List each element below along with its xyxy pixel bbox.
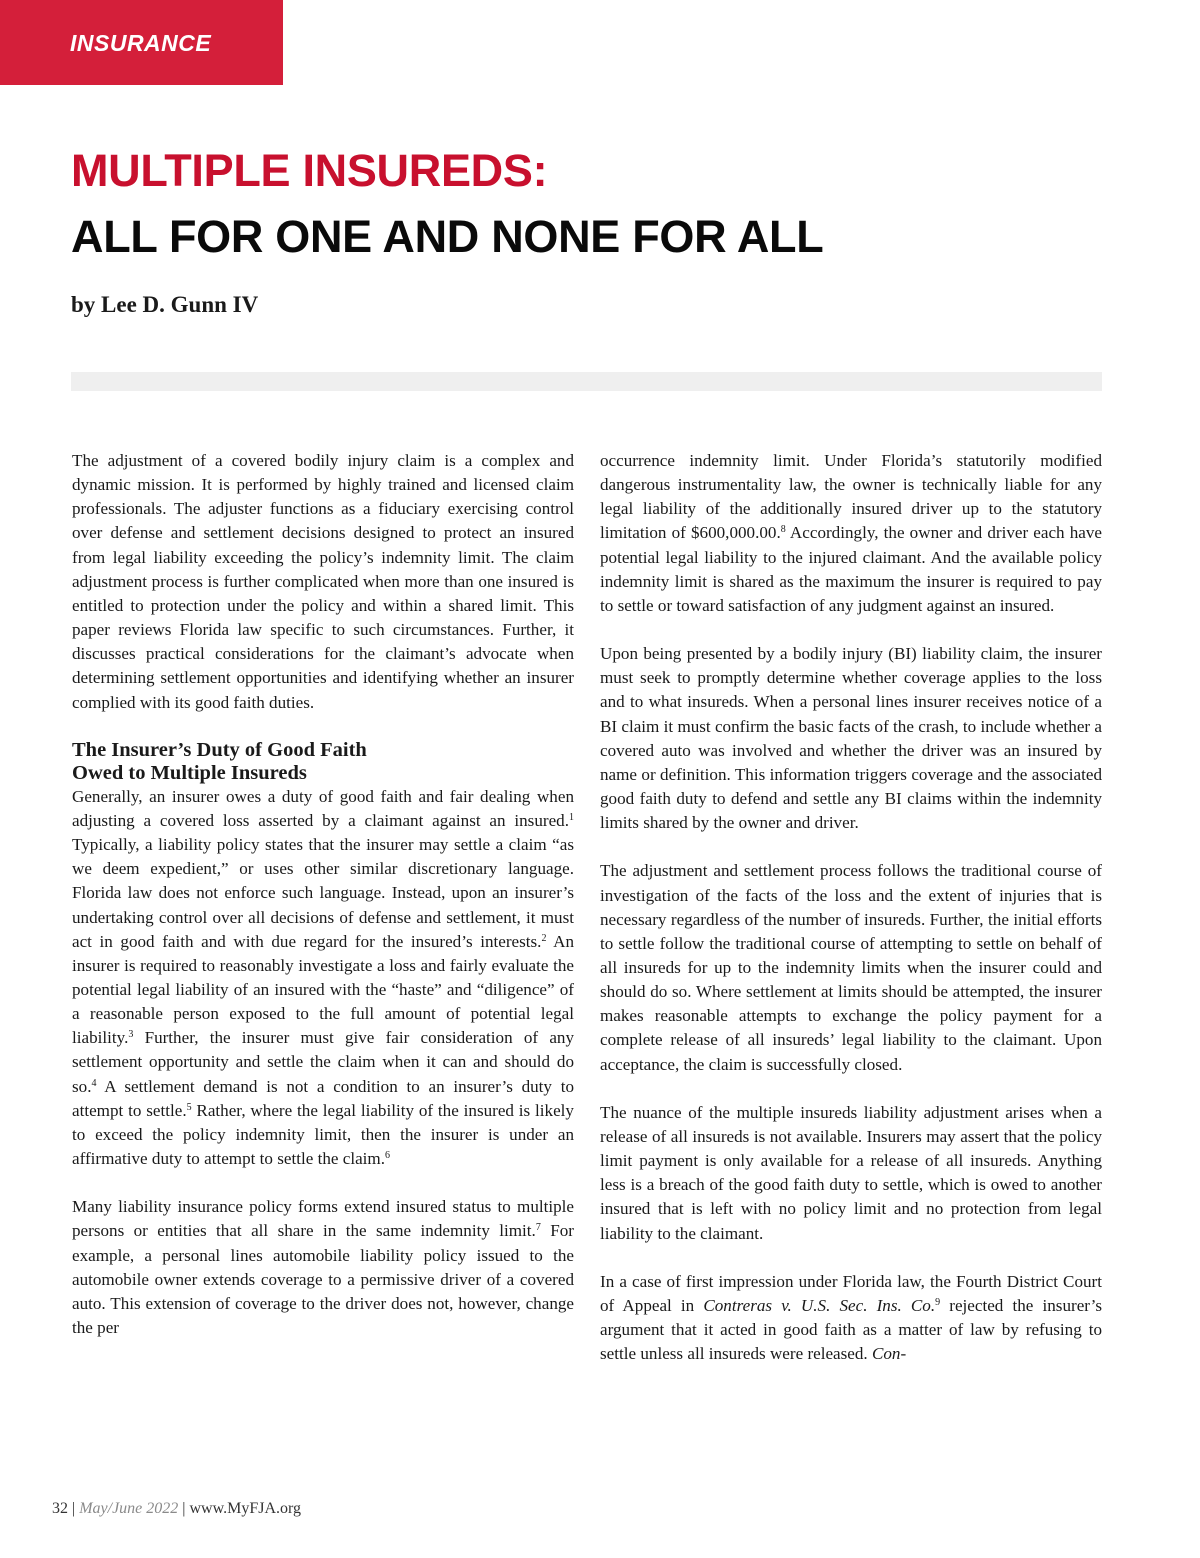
paragraph: The adjustment and settlement process follows the traditional course of investigation of the facts of the loss and the extent of injuries that is necessary regardless of the number of insureds. Further, the initial efforts to settle follow the traditional course of attempting to settle on behalf of all insureds for up to the indemnity limits when the insurer could and should do so. Where settlement at limits should be attempted, the insurer makes reasonable attempts to exchange the policy payment for a complete release of all insureds’ legal liability to the claimant. Upon acceptance, the claim is successfully closed. (600, 861, 1102, 1074)
text-run: occurrence indemnity limit. Under Florida’s statutorily modified dangerous instrumentality law, the owner is technically liable for any legal liability of the additionally insured driver up to the statutory limitation of $600,000.00. (600, 451, 1102, 543)
footnote-ref: 9 (935, 1296, 941, 1308)
right-column (600, 449, 1102, 1366)
case-citation: Contreras v. U.S. Sec. Ins. Co. (703, 1295, 936, 1315)
footnote-ref: 3 (128, 1029, 134, 1041)
text-run: Accordingly, the owner and driver each have potential legal liability to the injured claimant. And the available policy indemnity limit is shared as the maximum the insurer is required to pay to settle or toward satisfaction of any judgment against an insured. (600, 523, 1102, 615)
footnote-ref: 5 (186, 1101, 192, 1113)
footer-separator: | (178, 1500, 190, 1517)
continued-text: Con- (871, 1344, 907, 1364)
paragraph (72, 1195, 574, 1340)
text-run: A settlement demand is not a condition to an insurer’s duty to attempt to settle. (72, 1076, 574, 1120)
text-run: rejected the insurer’s argument that it acted in good faith as a matter of law by refusing to settle unless all insureds were released. (600, 1295, 1103, 1364)
title-line-2: ALL FOR ONE AND NONE FOR ALL (71, 211, 824, 262)
text-run: An insurer is required to reasonably investigate a loss and fairly evaluate the potential legal liability of an insured with the “haste” and “diligence” of a reasonable person exposed to the full amount of potential legal liability. (72, 931, 574, 1048)
footer-separator: | (68, 1500, 80, 1517)
title-line-1: MULTIPLE INSUREDS: (71, 145, 548, 196)
text-run: Rather, where the legal liability of the insured is likely to exceed the policy indemnity limit, then the insurer is under an affirmative duty to attempt to settle the claim. (72, 1100, 574, 1169)
section-tab (0, 0, 283, 85)
text-run: Generally, an insurer owes a duty of good faith and fair dealing when adjusting a covered loss asserted by a claimant against an insured. (72, 786, 574, 830)
text-run: In a case of first impression under Florida law, the Fourth District Court of Appeal in (600, 1271, 1102, 1315)
footnote-ref: 4 (91, 1077, 97, 1089)
byline: by Lee D. Gunn IV (71, 292, 259, 317)
paragraph (600, 1270, 1102, 1367)
footnote-ref: 1 (569, 811, 574, 823)
website-link[interactable]: www.MyFJA.org (189, 1500, 302, 1517)
section-heading (72, 739, 574, 785)
text-run: Further, the insurer must give fair consideration of any settlement opportunity and settle the claim when it can and should do so. (72, 1028, 574, 1096)
footnote-ref: 7 (535, 1222, 541, 1234)
footnote-ref: 8 (780, 524, 786, 536)
section-label: INSURANCE (70, 30, 212, 56)
paragraph: The adjustment of a covered bodily injury claim is a complex and dynamic mission. It is performed by highly trained and licensed claim professionals. The adjuster functions as a fiduciary exercising control over defense and settlement decisions designed to protect an insured from legal liability exceeding the policy’s indemnity limit. The claim adjustment process is further complicated when more than one insured is entitled to protection under the policy and within a shared limit. This paper reviews Florida law specific to such circumstances. Further, it discusses practical considerations for the claimant’s advocate when determining settlement opportunities and identifying whether an insurer complied with its good faith duties. (72, 451, 574, 712)
footnote-ref: 6 (384, 1150, 390, 1162)
paragraph: Upon being presented by a bodily injury (BI) liability claim, the insurer must seek to promptly determine whether coverage applies to the loss and to what insureds. When a personal lines insurer receives notice of a BI claim it must confirm the basic facts of the crash, to include whether a covered auto was involved and whether the driver was an insured by name or definition. This information triggers coverage and the associated good faith duty to defend and settle any BI claims within the indemnity limits shared by the owner and driver. (600, 644, 1102, 833)
heading-line-1: The Insurer’s Duty of Good Faith (72, 738, 367, 761)
text-run: For example, a personal lines automobile liability policy issued to the automobile owner extends coverage to a permissive driver of a covered auto. This extension of coverage to the driver does not, however, change the per (72, 1221, 574, 1337)
page-number: 32 (52, 1500, 68, 1517)
paragraph (72, 785, 574, 1172)
article-title (71, 138, 823, 270)
paragraph (600, 449, 1102, 618)
footnote-ref: 2 (541, 932, 547, 944)
paragraph: The nuance of the multiple insureds liability adjustment arises when a release of all insureds is not available. Insurers may assert that the policy limit payment is only available for a release of all insureds. Anything less is a breach of the good faith duty to settle, which is owed to another insured that is left with no policy limit and no protection from legal liability to the claimant. (600, 1102, 1102, 1243)
page-footer (52, 1500, 301, 1518)
heading-line-2: Owed to Multiple Insureds (72, 761, 307, 784)
left-column (72, 449, 574, 1340)
text-run: Typically, a liability policy states that the insurer may settle a claim “as we deem expedient,” or uses other similar discretionary language. Florida law does not enforce such language. Instead, upon an insurer’s undertaking control over all decisions of defense and settlement, it must act in good faith and with due regard for the insured’s interests. (72, 835, 574, 951)
divider-bar (71, 372, 1102, 391)
issue-date: May/June 2022 (79, 1500, 179, 1517)
text-run: Many liability insurance policy forms extend insured status to multiple persons or entities that all share in the same indemnity limit. (72, 1197, 574, 1241)
